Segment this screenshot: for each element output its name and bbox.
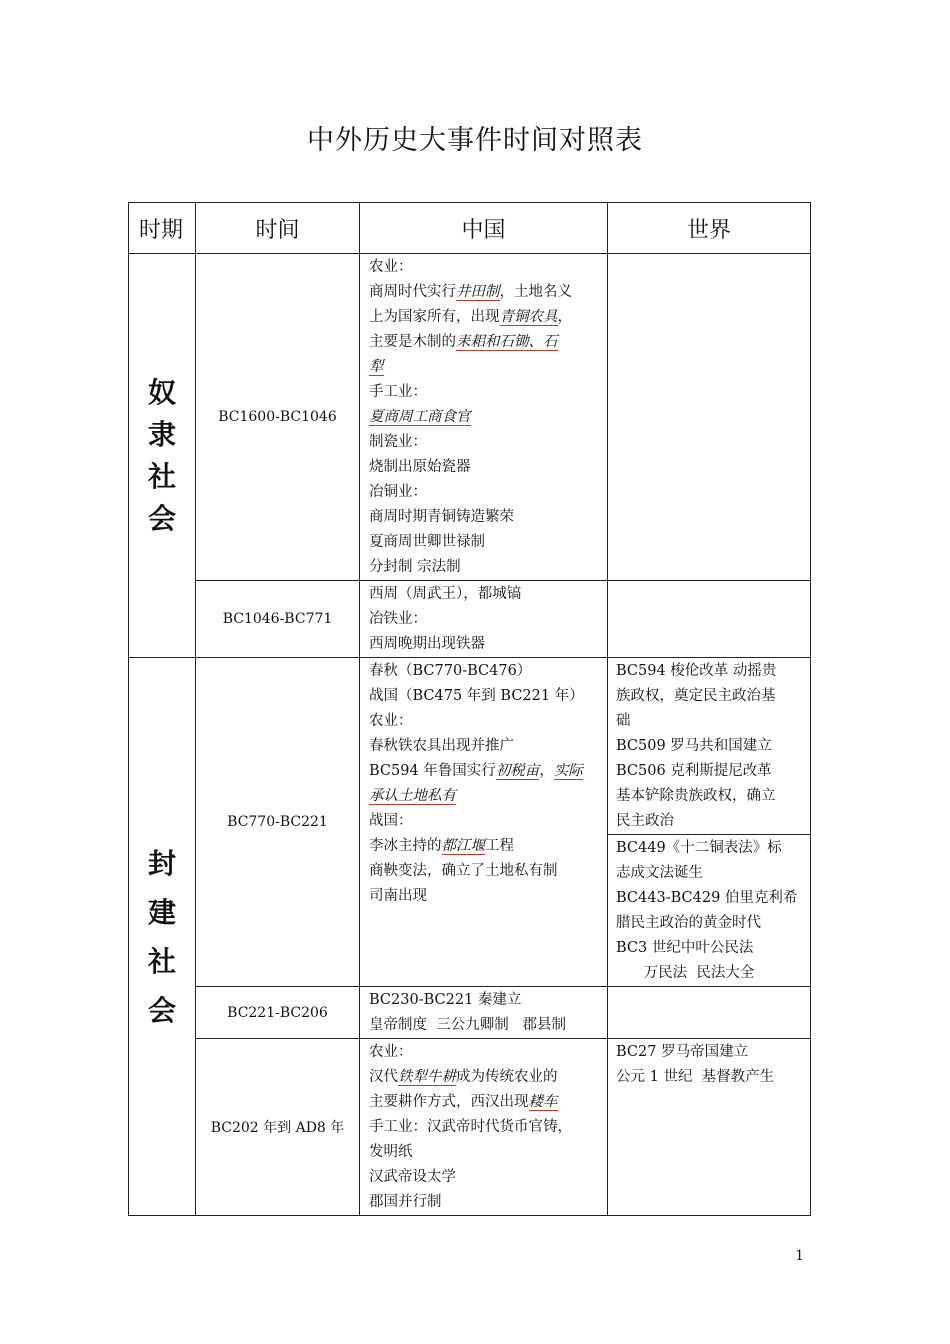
header-world: 世界: [608, 203, 811, 254]
table-header-row: [129, 203, 811, 254]
world-cell: BC27 罗马帝国建立 公元 1 世纪 基督教产生: [608, 1039, 811, 1216]
underlined-term: 井田制: [456, 284, 500, 300]
underlined-term: 都江堰: [441, 838, 485, 854]
time-cell: BC1600-BC1046: [196, 254, 360, 581]
table-row: [129, 987, 811, 1039]
underlined-term: 铁犁牛耕: [398, 1069, 456, 1085]
period-slave-society: 奴隶社会: [129, 254, 196, 658]
page-number: 1: [795, 1248, 804, 1264]
time-cell: BC770-BC221: [196, 658, 360, 987]
china-cell: 农业： 汉代铁犁牛耕成为传统农业的 主要耕作方式，西汉出现耧车 手工业：汉武帝时代货币官铸， 发明纸 汉武帝设太学 郡国并行制: [360, 1039, 608, 1216]
text-line: 主要是木制的耒耜和石锄、石: [369, 334, 558, 350]
text-line: 上为国家所有，出现青铜农具，: [369, 309, 572, 325]
underlined-term: 耒耜和石锄、石: [456, 334, 558, 350]
underlined-term: 夏商周工商食官: [369, 409, 471, 425]
time-cell: BC221-BC206: [196, 987, 360, 1039]
table-row: [129, 254, 811, 581]
china-cell: BC230-BC221 秦建立 皇帝制度 三公九卿制 郡县制: [360, 987, 608, 1039]
text-line: 商周时代实行井田制，土地名义: [369, 284, 572, 300]
table-row: [129, 581, 811, 658]
underlined-term: 青铜农具: [499, 309, 558, 325]
text-line: 汉代铁犁牛耕成为传统农业的: [369, 1069, 558, 1085]
underlined-term: 初税亩: [495, 763, 540, 779]
header-china: 中国: [360, 203, 608, 254]
text-line: BC594 年鲁国实行初税亩，实际: [369, 763, 583, 779]
page-title: 中外历史大事件时间对照表: [307, 125, 643, 156]
china-cell: 西周（周武王），都城镐 冶铁业： 西周晚期出现铁器: [360, 581, 608, 658]
period-feudal-society: 封建社会: [129, 658, 196, 1216]
table-row: [129, 658, 811, 835]
china-cell: 春秋（BC770-BC476） 战国（BC475 年到 BC221 年） 农业： 春秋铁农具出现并推广 BC594 年鲁国实行初税亩，实际 承认土地私有 战国： 李冰主持的都江堰工程 商鞅变法，确立了土地私有制 司南出现: [360, 658, 608, 987]
time-cell: BC1046-BC771: [196, 581, 360, 658]
world-cell: [608, 581, 811, 658]
underlined-term: 实际: [553, 763, 583, 779]
table-row: [129, 1039, 811, 1216]
world-cell: BC594 梭伦改革 动摇贵 族政权，奠定民主政治基 础 BC509 罗马共和国建立 BC506 克利斯提尼改革 基本铲除贵族政权，确立 民主政治: [608, 658, 811, 835]
china-cell: 农业： 商周时代实行井田制，土地名义 上为国家所有，出现青铜农具， 主要是木制的耒耜和石锄、石 犁 手工业： 夏商周工商食官 制瓷业： 烧制出原始瓷器 冶铜业： 商周时期青铜铸造繁荣 夏商周世卿世禄制 分封制 宗法制: [360, 254, 608, 581]
underlined-term: 耧车: [528, 1094, 558, 1110]
world-cell: [608, 254, 811, 581]
world-cell: BC449《十二铜表法》标 志成文法诞生 BC443-BC429 伯里克利希 腊民主政治的黄金时代 BC3 世纪中叶公民法 万民法 民法大全: [608, 835, 811, 987]
world-cell: [608, 987, 811, 1039]
header-time: 时间: [196, 203, 360, 254]
header-period: 时期: [129, 203, 196, 254]
underlined-term: 承认土地私有: [369, 788, 456, 804]
history-timeline-table: [128, 202, 811, 1216]
text-line: 李冰主持的都江堰工程: [369, 838, 514, 854]
time-cell: BC202 年到 AD8 年: [196, 1039, 360, 1216]
underlined-term: 犁: [369, 359, 384, 375]
text-line: 主要耕作方式，西汉出现耧车: [369, 1094, 558, 1110]
